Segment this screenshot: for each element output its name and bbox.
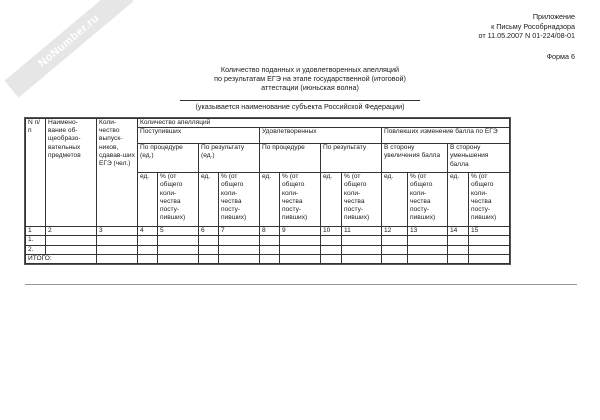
column-number: 11	[342, 227, 382, 236]
cell[interactable]	[138, 254, 158, 263]
header-unit: ед.	[138, 173, 158, 227]
header-subject: Наимено-вание об-щеобразо-вательных предметов	[46, 119, 97, 227]
cell[interactable]	[97, 245, 138, 254]
cell[interactable]	[219, 254, 260, 263]
header-unit: ед.	[321, 173, 342, 227]
cell[interactable]	[97, 254, 138, 263]
header-unit: ед.	[199, 173, 219, 227]
column-number: 10	[321, 227, 342, 236]
header-graduates: Коли-чество выпуск-ников, сдавав-ших ЕГЭ (чел.)	[97, 119, 138, 227]
header-submitted-procedure: По процедуре (ед.)	[138, 144, 199, 173]
column-number: 1	[26, 227, 46, 236]
header-percent: % (от общего коли-чества посту-пивших)	[219, 173, 260, 227]
cell[interactable]	[158, 245, 199, 254]
title-line: Количество поданных и удовлетворенных апелляций	[220, 65, 400, 74]
cell[interactable]	[469, 254, 510, 263]
header-percent: % (от общего коли-чества посту-пивших)	[280, 173, 321, 227]
header-submitted-result: По результату (ед.)	[199, 144, 260, 173]
header-unit: ед.	[448, 173, 469, 227]
column-numbers-row	[26, 227, 510, 236]
header-submitted: Поступивших	[138, 128, 260, 144]
cell[interactable]	[219, 245, 260, 254]
cell[interactable]	[321, 245, 342, 254]
cell[interactable]	[158, 254, 199, 263]
column-number: 3	[97, 227, 138, 236]
cell[interactable]	[46, 236, 97, 245]
cell[interactable]	[382, 236, 408, 245]
row-index: 1.	[26, 236, 46, 245]
cell[interactable]	[469, 245, 510, 254]
column-number: 7	[219, 227, 260, 236]
header-decrease: В сторону уменьшения балла	[448, 144, 510, 173]
table-row	[26, 245, 510, 254]
cell[interactable]	[408, 254, 448, 263]
header-percent: % (от общего коли-чества посту-пивших)	[469, 173, 510, 227]
subject-fill-line	[180, 100, 420, 101]
cell[interactable]	[138, 236, 158, 245]
column-number: 2	[46, 227, 97, 236]
header-satisfied: Удовлетворенных	[260, 128, 382, 144]
cell[interactable]	[219, 236, 260, 245]
column-number: 6	[199, 227, 219, 236]
cell[interactable]	[469, 236, 510, 245]
cell[interactable]	[280, 254, 321, 263]
cell[interactable]	[382, 245, 408, 254]
header-appeals: Количество апелляций	[138, 119, 510, 128]
header-unit: ед.	[260, 173, 280, 227]
header-satisfied-procedure: По процедуре	[260, 144, 321, 173]
cell[interactable]	[448, 254, 469, 263]
appendix-reference	[478, 12, 575, 41]
header-percent: % (от общего коли-чества посту-пивших)	[342, 173, 382, 227]
total-row	[26, 254, 510, 263]
column-number: 12	[382, 227, 408, 236]
appendix-line: Приложение	[532, 12, 575, 21]
cell[interactable]	[46, 245, 97, 254]
cell[interactable]	[408, 236, 448, 245]
table-row	[26, 236, 510, 245]
appendix-line: к Письму Рособрнадзора	[491, 21, 575, 31]
cell[interactable]	[382, 254, 408, 263]
total-label: ИТОГО:	[26, 254, 97, 263]
column-number: 5	[158, 227, 199, 236]
cell[interactable]	[321, 236, 342, 245]
column-number: 9	[280, 227, 321, 236]
cell[interactable]	[342, 254, 382, 263]
cell[interactable]	[408, 245, 448, 254]
cell[interactable]	[321, 254, 342, 263]
cell[interactable]	[260, 236, 280, 245]
header-increase: В сторону увеличения балла	[382, 144, 448, 173]
column-number: 13	[408, 227, 448, 236]
column-number: 15	[469, 227, 510, 236]
subject-note: (указывается наименование субъекта Российской Федерации)	[195, 102, 405, 111]
document-title	[180, 65, 440, 92]
title-line: по результатам ЕГЭ на этапе государственной (итоговой)	[214, 74, 406, 83]
cell[interactable]	[280, 245, 321, 254]
title-line: аттестации (июньская волна)	[261, 83, 359, 92]
row-index: 2.	[26, 245, 46, 254]
cell[interactable]	[448, 245, 469, 254]
cell[interactable]	[260, 245, 280, 254]
cell[interactable]	[448, 236, 469, 245]
cell[interactable]	[97, 236, 138, 245]
header-percent: % (от общего коли-чества посту-пивших)	[408, 173, 448, 227]
header-unit: ед.	[382, 173, 408, 227]
cell[interactable]	[138, 245, 158, 254]
appeals-table	[25, 118, 510, 264]
header-satisfied-result: По результату	[321, 144, 382, 173]
header-n: N п/п	[26, 119, 46, 227]
header-changed: Повлекших изменение балла по ЕГЭ	[382, 128, 510, 144]
cell[interactable]	[342, 236, 382, 245]
column-number: 14	[448, 227, 469, 236]
header-percent: % (от общего коли-чества посту-пивших)	[158, 173, 199, 227]
cell[interactable]	[199, 245, 219, 254]
cell[interactable]	[199, 236, 219, 245]
cell[interactable]	[158, 236, 199, 245]
cell[interactable]	[280, 236, 321, 245]
appendix-line: от 11.05.2007 N 01-224/08-01	[478, 31, 575, 40]
cell[interactable]	[260, 254, 280, 263]
cell[interactable]	[199, 254, 219, 263]
form-number: Форма 6	[546, 52, 575, 61]
column-number: 4	[138, 227, 158, 236]
cell[interactable]	[342, 245, 382, 254]
column-number: 8	[260, 227, 280, 236]
footnote-separator	[25, 284, 577, 285]
watermark: NoNumber.ru	[4, 0, 133, 98]
